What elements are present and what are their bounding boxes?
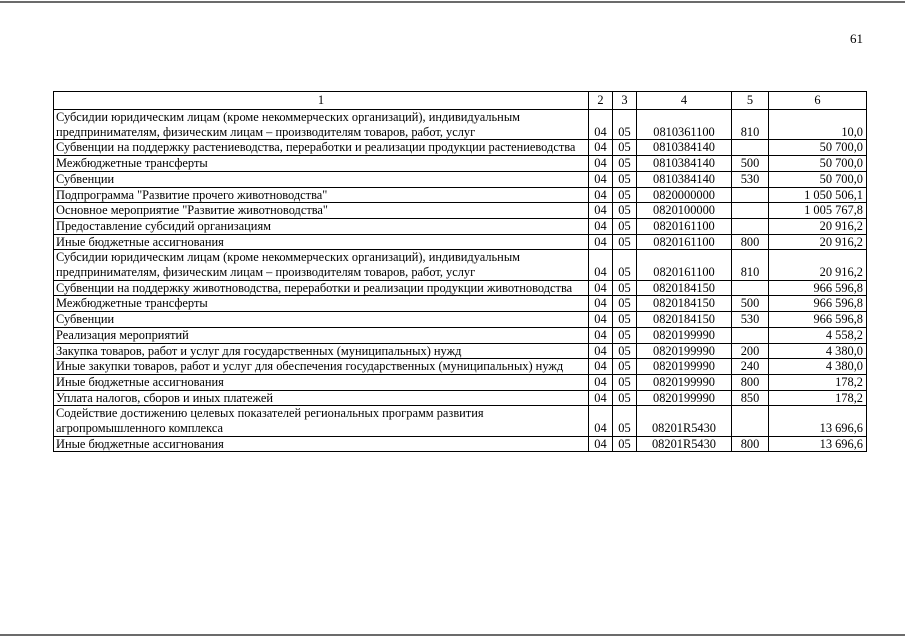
row-name: Субсидии юридическим лицам (кроме некоммерческих организаций), индивидуальным предпринимателям, физическим лицам – производителям товаров, работ, услуг [54, 250, 589, 280]
row-expense-type: 200 [732, 343, 769, 359]
row-name: Субвенции на поддержку растениеводства, переработки и реализации продукции растениеводства [54, 140, 589, 156]
table-row [54, 156, 867, 172]
row-subsection: 05 [613, 203, 637, 219]
row-amount: 13 696,6 [769, 406, 867, 436]
row-expense-type: 530 [732, 171, 769, 187]
row-section: 04 [589, 218, 613, 234]
table-row [54, 327, 867, 343]
table-row [54, 218, 867, 234]
row-subsection: 05 [613, 436, 637, 452]
row-target-article: 0820100000 [637, 203, 732, 219]
row-amount: 10,0 [769, 110, 867, 140]
table-row [54, 280, 867, 296]
table-row [54, 110, 867, 140]
row-amount: 1 005 767,8 [769, 203, 867, 219]
row-name: Подпрограмма "Развитие прочего животноводства" [54, 187, 589, 203]
row-subsection: 05 [613, 280, 637, 296]
row-expense-type: 810 [732, 110, 769, 140]
row-section: 04 [589, 234, 613, 250]
table-row [54, 390, 867, 406]
row-target-article: 0820184150 [637, 296, 732, 312]
scan-top-edge [0, 1, 905, 3]
row-name: Закупка товаров, работ и услуг для государственных (муниципальных) нужд [54, 343, 589, 359]
header-col-4: 4 [637, 92, 732, 110]
row-section: 04 [589, 374, 613, 390]
row-section: 04 [589, 203, 613, 219]
table-row [54, 343, 867, 359]
row-subsection: 05 [613, 359, 637, 375]
row-expense-type [732, 140, 769, 156]
table-row [54, 234, 867, 250]
row-target-article: 0820184150 [637, 312, 732, 328]
header-col-6: 6 [769, 92, 867, 110]
header-col-5: 5 [732, 92, 769, 110]
row-subsection: 05 [613, 187, 637, 203]
row-subsection: 05 [613, 296, 637, 312]
row-expense-type: 800 [732, 374, 769, 390]
row-section: 04 [589, 110, 613, 140]
row-name: Иные закупки товаров, работ и услуг для обеспечения государственных (муниципальных) нужд [54, 359, 589, 375]
row-target-article: 0810384140 [637, 140, 732, 156]
row-target-article: 08201R5430 [637, 406, 732, 436]
table-body [54, 110, 867, 452]
row-name: Межбюджетные трансферты [54, 296, 589, 312]
header-col-3: 3 [613, 92, 637, 110]
row-subsection: 05 [613, 374, 637, 390]
row-target-article: 0810384140 [637, 156, 732, 172]
row-name: Межбюджетные трансферты [54, 156, 589, 172]
row-amount: 4 380,0 [769, 343, 867, 359]
page-number: 61 [850, 31, 863, 46]
table-row [54, 406, 867, 436]
row-section: 04 [589, 280, 613, 296]
row-expense-type [732, 406, 769, 436]
row-subsection: 05 [613, 171, 637, 187]
table-row [54, 374, 867, 390]
row-target-article: 0820199990 [637, 390, 732, 406]
row-expense-type: 810 [732, 250, 769, 280]
row-amount: 4 558,2 [769, 327, 867, 343]
row-name: Иные бюджетные ассигнования [54, 374, 589, 390]
row-section: 04 [589, 171, 613, 187]
table-row [54, 359, 867, 375]
row-section: 04 [589, 296, 613, 312]
row-subsection: 05 [613, 327, 637, 343]
row-expense-type: 500 [732, 296, 769, 312]
row-section: 04 [589, 327, 613, 343]
row-amount: 20 916,2 [769, 234, 867, 250]
row-subsection: 05 [613, 390, 637, 406]
row-name: Субсидии юридическим лицам (кроме некоммерческих организаций), индивидуальным предпринимателям, физическим лицам – производителям товаров, работ, услуг [54, 110, 589, 140]
row-section: 04 [589, 359, 613, 375]
row-name: Реализация мероприятий [54, 327, 589, 343]
table-row [54, 312, 867, 328]
row-section: 04 [589, 390, 613, 406]
row-section: 04 [589, 187, 613, 203]
row-amount: 20 916,2 [769, 218, 867, 234]
row-amount: 178,2 [769, 374, 867, 390]
row-section: 04 [589, 406, 613, 436]
row-expense-type [732, 218, 769, 234]
row-name: Содействие достижению целевых показателей региональных программ развития агропромышленного комплекса [54, 406, 589, 436]
table-row [54, 250, 867, 280]
row-expense-type: 500 [732, 156, 769, 172]
table-row [54, 171, 867, 187]
row-name: Субвенции [54, 171, 589, 187]
table-row [54, 140, 867, 156]
row-subsection: 05 [613, 234, 637, 250]
row-subsection: 05 [613, 156, 637, 172]
row-subsection: 05 [613, 110, 637, 140]
table-row [54, 436, 867, 452]
row-expense-type: 240 [732, 359, 769, 375]
row-name: Иные бюджетные ассигнования [54, 234, 589, 250]
row-amount: 50 700,0 [769, 171, 867, 187]
row-target-article: 0820199990 [637, 374, 732, 390]
row-section: 04 [589, 312, 613, 328]
header-col-1: 1 [54, 92, 589, 110]
row-target-article: 0820199990 [637, 343, 732, 359]
row-expense-type: 850 [732, 390, 769, 406]
row-section: 04 [589, 140, 613, 156]
row-amount: 966 596,8 [769, 280, 867, 296]
row-amount: 4 380,0 [769, 359, 867, 375]
row-amount: 20 916,2 [769, 250, 867, 280]
row-subsection: 05 [613, 218, 637, 234]
row-section: 04 [589, 250, 613, 280]
budget-table [53, 91, 867, 452]
table-row [54, 203, 867, 219]
row-target-article: 0820161100 [637, 218, 732, 234]
table-row [54, 187, 867, 203]
row-expense-type [732, 327, 769, 343]
row-name: Уплата налогов, сборов и иных платежей [54, 390, 589, 406]
row-target-article: 0820000000 [637, 187, 732, 203]
row-section: 04 [589, 156, 613, 172]
row-amount: 13 696,6 [769, 436, 867, 452]
row-target-article: 08201R5430 [637, 436, 732, 452]
row-name: Субвенции [54, 312, 589, 328]
row-amount: 178,2 [769, 390, 867, 406]
row-section: 04 [589, 343, 613, 359]
row-target-article: 0820161100 [637, 250, 732, 280]
row-subsection: 05 [613, 140, 637, 156]
row-name: Иные бюджетные ассигнования [54, 436, 589, 452]
header-row [54, 92, 867, 110]
row-amount: 50 700,0 [769, 140, 867, 156]
row-target-article: 0820199990 [637, 359, 732, 375]
row-subsection: 05 [613, 250, 637, 280]
row-target-article: 0820199990 [637, 327, 732, 343]
row-expense-type [732, 280, 769, 296]
row-amount: 966 596,8 [769, 296, 867, 312]
row-amount: 50 700,0 [769, 156, 867, 172]
row-subsection: 05 [613, 406, 637, 436]
row-name: Основное мероприятие "Развитие животноводства" [54, 203, 589, 219]
header-col-2: 2 [589, 92, 613, 110]
row-subsection: 05 [613, 312, 637, 328]
row-expense-type [732, 187, 769, 203]
row-name: Субвенции на поддержку животноводства, переработки и реализации продукции животноводства [54, 280, 589, 296]
table-row [54, 296, 867, 312]
row-expense-type: 530 [732, 312, 769, 328]
row-name: Предоставление субсидий организациям [54, 218, 589, 234]
row-expense-type [732, 203, 769, 219]
row-amount: 966 596,8 [769, 312, 867, 328]
row-target-article: 0810361100 [637, 110, 732, 140]
table-header [54, 92, 867, 110]
row-expense-type: 800 [732, 234, 769, 250]
row-target-article: 0820184150 [637, 280, 732, 296]
row-section: 04 [589, 436, 613, 452]
row-subsection: 05 [613, 343, 637, 359]
row-amount: 1 050 506,1 [769, 187, 867, 203]
row-expense-type: 800 [732, 436, 769, 452]
row-target-article: 0810384140 [637, 171, 732, 187]
scan-bottom-edge [0, 634, 905, 636]
row-target-article: 0820161100 [637, 234, 732, 250]
